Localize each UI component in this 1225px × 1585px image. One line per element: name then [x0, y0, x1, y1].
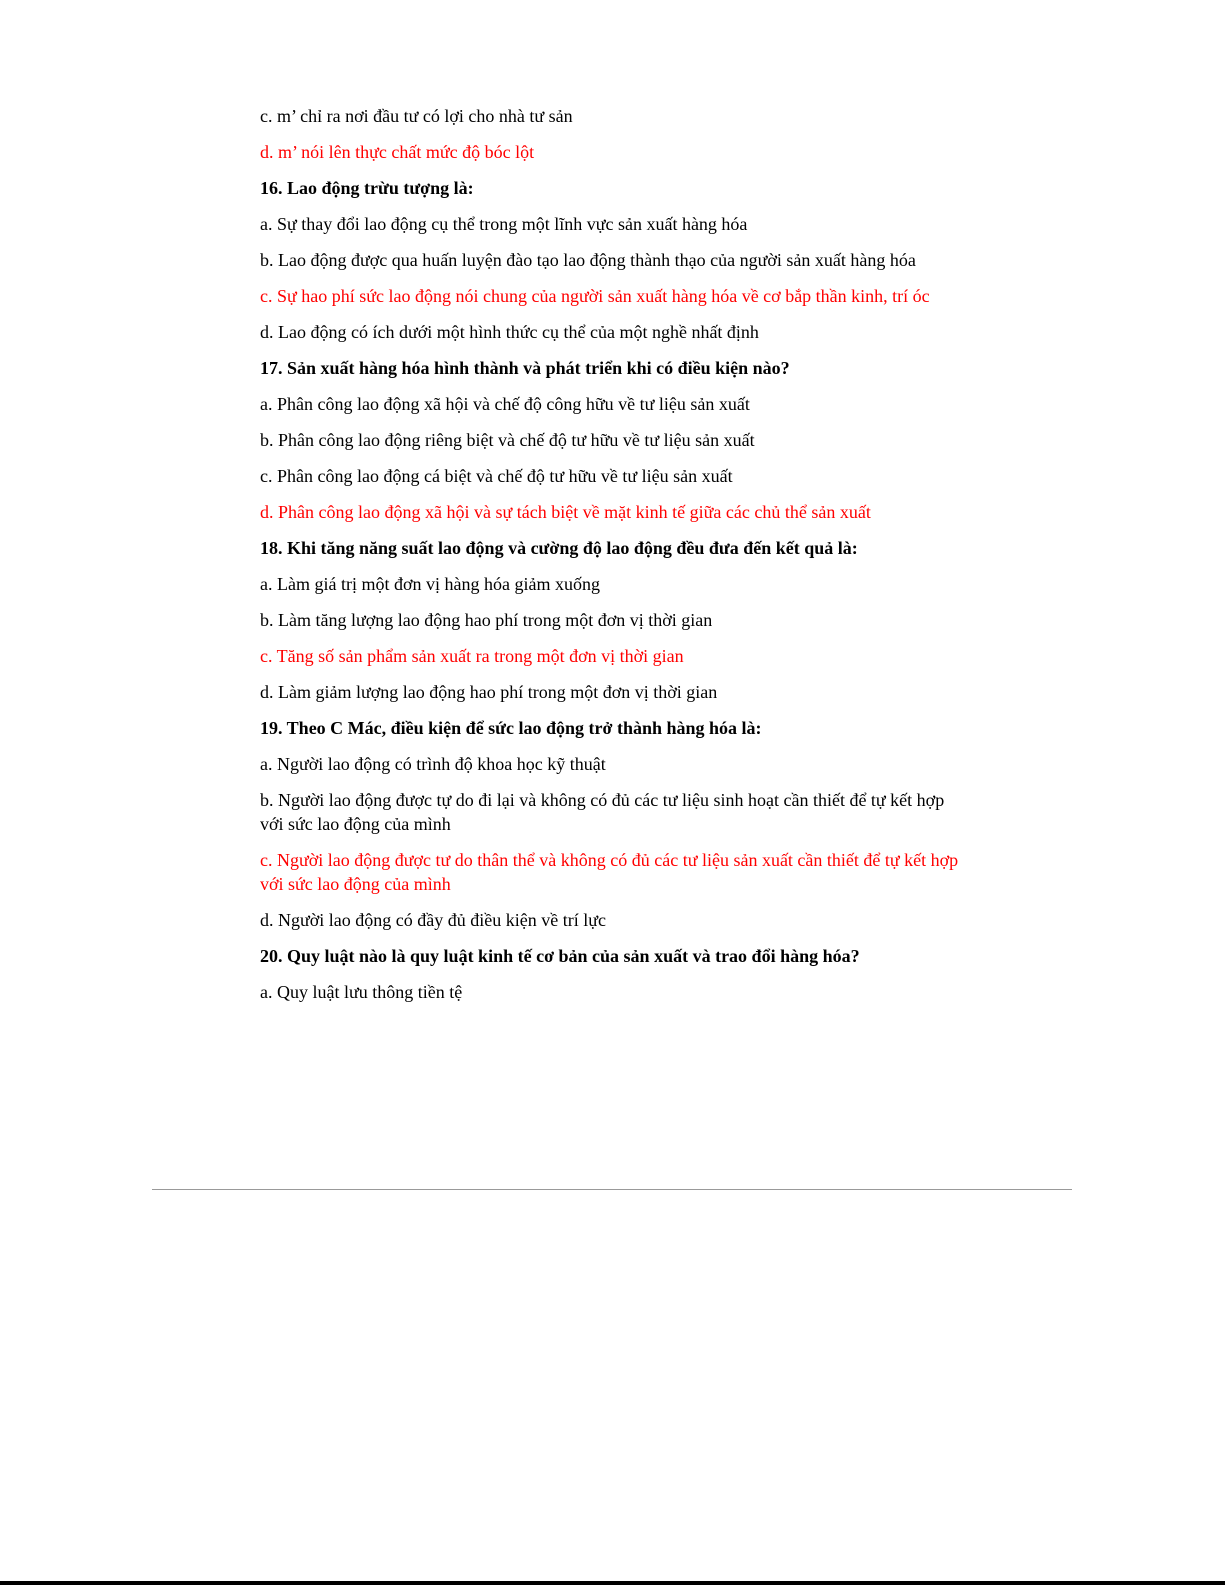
question-17: 17. Sản xuất hàng hóa hình thành và phát triển khi có điều kiện nào? [260, 358, 790, 378]
option-line: b. Người lao động được tự do đi lại và không có đủ các tư liệu sinh hoạt cần thiết để tự kết hợp với sức lao động của mình [260, 790, 945, 834]
answer-line: c. Tăng số sản phẩm sản xuất ra trong một đơn vị thời gian [260, 646, 684, 666]
option-line: b. Lao động được qua huấn luyện đào tạo lao động thành thạo của người sản xuất hàng hóa [260, 250, 916, 270]
document-body [260, 104, 960, 1016]
answer-line: d. m’ nói lên thực chất mức độ bóc lột [260, 142, 535, 162]
option-line: c. m’ chỉ ra nơi đầu tư có lợi cho nhà tư sản [260, 106, 573, 126]
option-line: b. Làm tăng lượng lao động hao phí trong một đơn vị thời gian [260, 610, 713, 630]
option-line: a. Quy luật lưu thông tiền tệ [260, 982, 463, 1002]
answer-line: c. Người lao động được tư do thân thể và không có đủ các tư liệu sản xuất cần thiết để tự kết hợp với sức lao động của mình [260, 850, 959, 894]
option-line: a. Làm giá trị một đơn vị hàng hóa giảm xuống [260, 574, 600, 594]
question-16: 16. Lao động trừu tượng là: [260, 178, 474, 198]
answer-line: d. Phân công lao động xã hội và sự tách biệt về mặt kinh tế giữa các chủ thể sản xuất [260, 502, 871, 522]
option-line: b. Phân công lao động riêng biệt và chế độ tư hữu về tư liệu sản xuất [260, 430, 755, 450]
question-19: 19. Theo C Mác, điều kiện để sức lao động trở thành hàng hóa là: [260, 718, 762, 738]
option-line: d. Làm giảm lượng lao động hao phí trong một đơn vị thời gian [260, 682, 718, 702]
option-line: a. Sự thay đổi lao động cụ thể trong một lĩnh vực sản xuất hàng hóa [260, 214, 748, 234]
page-bottom-edge [0, 1581, 1225, 1585]
question-20: 20. Quy luật nào là quy luật kinh tế cơ bản của sản xuất và trao đổi hàng hóa? [260, 946, 860, 966]
answer-line: c. Sự hao phí sức lao động nói chung của người sản xuất hàng hóa về cơ bắp thần kinh, trí óc [260, 286, 930, 306]
option-line: c. Phân công lao động cá biệt và chế độ tư hữu về tư liệu sản xuất [260, 466, 733, 486]
page-divider [152, 1189, 1072, 1190]
option-line: a. Người lao động có trình độ khoa học kỹ thuật [260, 754, 606, 774]
option-line: d. Lao động có ích dưới một hình thức cụ thể của một nghề nhất định [260, 322, 759, 342]
question-18: 18. Khi tăng năng suất lao động và cường độ lao động đều đưa đến kết quả là: [260, 538, 858, 558]
option-line: a. Phân công lao động xã hội và chế độ công hữu về tư liệu sản xuất [260, 394, 750, 414]
option-line: d. Người lao động có đầy đủ điều kiện về trí lực [260, 910, 606, 930]
